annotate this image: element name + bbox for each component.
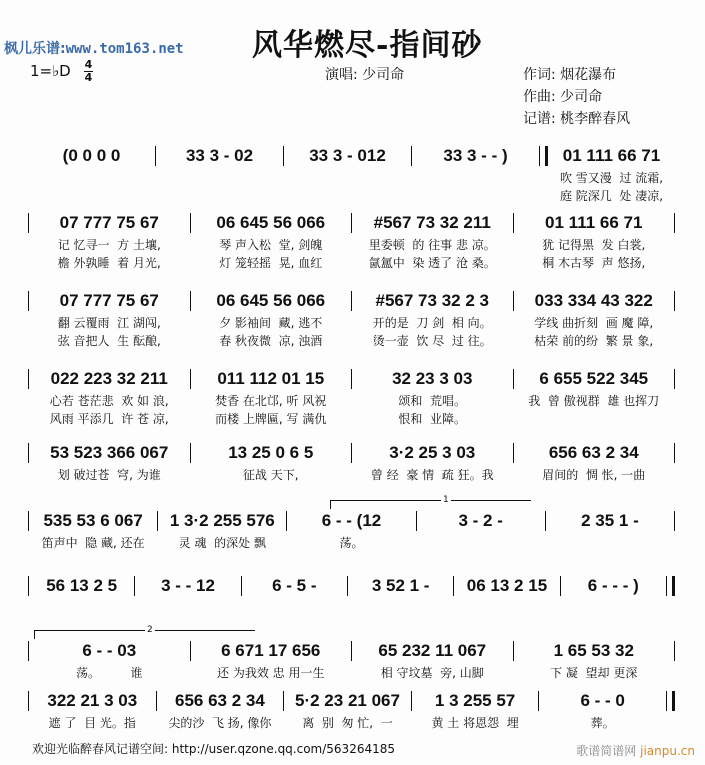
measure-notes: 3 - 2 - bbox=[458, 511, 503, 530]
measure-notes: 56 13 2 5 bbox=[46, 576, 118, 595]
repeat-start-barline bbox=[539, 146, 548, 166]
measure bbox=[29, 442, 190, 484]
lyric-line: 恨和 业障。 bbox=[398, 412, 467, 426]
measure bbox=[539, 690, 666, 732]
measure bbox=[29, 368, 190, 428]
measure-notes: 6 671 17 656 bbox=[221, 641, 321, 660]
lyric-line: 颂和 荒唱。 bbox=[398, 394, 467, 408]
watermark-en: jianpu.cn bbox=[640, 744, 695, 758]
measure-notes: 3 - - 12 bbox=[161, 576, 215, 595]
score-system bbox=[28, 145, 675, 205]
measure bbox=[514, 290, 675, 350]
measure bbox=[352, 212, 513, 272]
singer: 演唱: 少司命 bbox=[325, 67, 405, 83]
measure bbox=[135, 575, 240, 597]
lyric-line: 吹 雪又漫 过 流霜, bbox=[559, 171, 664, 185]
repeat-end-barline bbox=[666, 576, 675, 596]
lyric-line: 灯 笼轻摇 晃, 血红 bbox=[219, 256, 323, 270]
measure-notes: 13 25 0 6 5 bbox=[228, 443, 314, 462]
measure-notes: 01 111 66 71 bbox=[562, 146, 661, 165]
lyric-line: 学线 曲折刻 画 魔 障, bbox=[534, 316, 654, 330]
measure-notes: 6 - - (12 bbox=[321, 511, 382, 530]
measure bbox=[561, 575, 666, 597]
site-credit bbox=[4, 38, 184, 58]
score-system bbox=[28, 290, 675, 350]
measure bbox=[352, 442, 513, 484]
measure-notes: 3 52 1 - bbox=[371, 576, 430, 595]
measure bbox=[29, 575, 134, 597]
measure bbox=[191, 290, 352, 350]
measure-notes: 033 334 43 322 bbox=[534, 291, 653, 310]
measure-notes: 6 - - 03 bbox=[82, 641, 137, 660]
lyric-line: 风雨 平添几 许 苍 凉, bbox=[49, 412, 169, 426]
measure-notes: 06 645 56 066 bbox=[216, 291, 326, 310]
lyric-line: 下 凝 望却 更深 bbox=[550, 666, 638, 680]
score-system bbox=[28, 442, 675, 484]
measure bbox=[191, 640, 352, 682]
measure-notes: 6 - - 0 bbox=[580, 691, 625, 710]
barline bbox=[674, 291, 675, 311]
measure-notes: #567 73 32 211 bbox=[373, 213, 491, 232]
measure-notes: 33 3 - 02 bbox=[185, 146, 254, 165]
measure-notes: 53 523 366 067 bbox=[50, 443, 169, 462]
measure-notes: 07 777 75 67 bbox=[59, 213, 159, 232]
measure-notes: 656 63 2 34 bbox=[174, 691, 265, 710]
measure-notes: 322 21 3 03 bbox=[47, 691, 138, 710]
barline bbox=[674, 511, 675, 531]
measure bbox=[352, 290, 513, 350]
site-label: 枫儿乐谱: bbox=[4, 41, 66, 57]
barline bbox=[674, 641, 675, 661]
credits bbox=[523, 64, 630, 130]
lyric-line: 黄 土 将恩怨 埋 bbox=[431, 716, 519, 730]
measure-notes: 1 3·2 255 576 bbox=[169, 511, 275, 530]
measure-notes: 6 655 522 345 bbox=[539, 369, 649, 388]
score-system bbox=[28, 368, 675, 428]
lyric-line: 庭 院深几 处 凄凉, bbox=[559, 189, 664, 203]
measure-notes: 33 3 - 012 bbox=[309, 146, 386, 165]
measure bbox=[157, 690, 284, 732]
volta-bracket bbox=[330, 495, 531, 509]
lyric-line bbox=[516, 410, 673, 428]
lyric-line: 荡。 bbox=[339, 536, 364, 550]
measure bbox=[29, 640, 190, 682]
measure bbox=[242, 575, 347, 597]
measure bbox=[412, 145, 539, 167]
lyric-line: 离 别 匆 忙, 一 bbox=[302, 716, 393, 730]
volta-number: 2 bbox=[147, 625, 153, 635]
measure bbox=[348, 575, 453, 597]
measure bbox=[514, 212, 675, 272]
lyric-line: 我 曾 傲视群 雄 也挥刀 bbox=[528, 394, 660, 408]
lyricist: 作词: 烟花瀑布 bbox=[523, 67, 617, 83]
measure bbox=[412, 690, 539, 732]
measure bbox=[514, 368, 675, 428]
lyric-line bbox=[548, 534, 672, 552]
measure bbox=[287, 510, 415, 552]
measure bbox=[191, 212, 352, 272]
lyric-line: 记 忆寻一 方 土壤, bbox=[57, 238, 161, 252]
lyric-line: 里委顿 的 往事 悲 凉。 bbox=[368, 238, 496, 252]
measure bbox=[417, 510, 545, 552]
measure-notes: 3·2 25 3 03 bbox=[389, 443, 476, 462]
measure bbox=[454, 575, 559, 597]
final-barline bbox=[666, 691, 675, 711]
lyric-line: 焚香 在北邙, 听 风祝 bbox=[215, 394, 327, 408]
lyric-line: 桐 木古琴 声 悠扬, bbox=[542, 256, 646, 270]
measure bbox=[546, 510, 674, 552]
key-signature: 1=♭D bbox=[30, 62, 71, 80]
site-url[interactable]: www.tom163.net bbox=[65, 41, 184, 57]
measure-notes: (0 0 0 0 bbox=[62, 146, 121, 165]
measure-notes: 33 3 - - ) bbox=[443, 146, 508, 165]
watermark bbox=[576, 742, 695, 759]
lyric-line bbox=[419, 534, 543, 552]
measure bbox=[29, 290, 190, 350]
lyric-line: 氤氲中 染 透了 沧 桑。 bbox=[368, 256, 496, 270]
lyric-line: 心若 苍茫悲 欢 如 浪, bbox=[49, 394, 169, 408]
measure bbox=[191, 442, 352, 484]
lyric-line: 而楼 上牌匾, 写 满仇 bbox=[215, 412, 327, 426]
measure-notes: 07 777 75 67 bbox=[59, 291, 159, 310]
time-bottom: 4 bbox=[84, 71, 93, 84]
time-signature bbox=[84, 60, 93, 83]
lyric-line: 翻 云覆雨 江 湖闯, bbox=[57, 316, 161, 330]
measure-notes: 011 112 01 15 bbox=[217, 369, 325, 388]
measure bbox=[548, 145, 675, 205]
measure bbox=[158, 510, 286, 552]
measure bbox=[28, 145, 155, 167]
lyric-line: 春 秋夜微 凉, 浊酒 bbox=[219, 334, 323, 348]
measure bbox=[191, 368, 352, 428]
score-system bbox=[28, 575, 675, 597]
score-system bbox=[28, 495, 675, 552]
measure bbox=[29, 690, 156, 732]
lyric-line: 犹 记得黑 发 白裳, bbox=[542, 238, 646, 252]
lyric-line: 灵 魂 的深处 飘 bbox=[178, 536, 266, 550]
lyric-line: 枯荣 前的纷 繁 景 象, bbox=[534, 334, 654, 348]
volta-number: 1 bbox=[443, 495, 449, 505]
measure-notes: 6 - - - ) bbox=[587, 576, 639, 595]
measure bbox=[514, 442, 675, 484]
barline bbox=[674, 369, 675, 389]
measure bbox=[352, 640, 513, 682]
lyric-line: 尖的沙 飞 扬, 像你 bbox=[168, 716, 272, 730]
measure bbox=[284, 145, 411, 167]
measure-notes: 06 645 56 066 bbox=[216, 213, 326, 232]
lyric-line: 还 为我效 忠 用一生 bbox=[217, 666, 325, 680]
barline bbox=[674, 443, 675, 463]
measure bbox=[284, 690, 411, 732]
measure bbox=[514, 640, 675, 682]
lyric-line: 曾 经 豪 情 疏 狂。我 bbox=[370, 468, 494, 482]
measure-notes: 656 63 2 34 bbox=[548, 443, 639, 462]
lyric-line: 划 破过苍 穹, 为谁 bbox=[57, 468, 161, 482]
lyric-line: 眉间的 惆 怅, 一曲 bbox=[542, 468, 646, 482]
measure-notes: 535 53 6 067 bbox=[43, 511, 143, 530]
score-system bbox=[28, 625, 675, 682]
measure-notes: 6 - 5 - bbox=[272, 576, 317, 595]
lyric-line: 檐 外孰睡 着 月光, bbox=[57, 256, 161, 270]
lyric-line: 开的是 刀 剑 相 向。 bbox=[372, 316, 492, 330]
measure-notes: 32 23 3 03 bbox=[392, 369, 473, 388]
lyric-line: 弦 音把人 生 酝酿, bbox=[57, 334, 161, 348]
song-title: 风华燃尽-指间砂 bbox=[252, 28, 483, 63]
measure-notes: #567 73 32 2 3 bbox=[375, 291, 489, 310]
lyric-line: 夕 影袖间 藏, 逃不 bbox=[219, 316, 323, 330]
measure-notes: 01 111 66 71 bbox=[545, 213, 643, 232]
lyric-line: 笛声中 隐 藏, 还在 bbox=[41, 536, 145, 550]
score-system bbox=[28, 212, 675, 272]
volta-bracket bbox=[34, 625, 255, 639]
measure-notes: 022 223 32 211 bbox=[50, 369, 168, 388]
measure bbox=[352, 368, 513, 428]
time-top: 4 bbox=[84, 58, 93, 71]
lyric-line: 相 守坟墓 旁, 山脚 bbox=[380, 666, 484, 680]
measure bbox=[156, 145, 283, 167]
measure-notes: 5·2 23 21 067 bbox=[295, 691, 400, 710]
measure-notes: 65 232 11 067 bbox=[378, 641, 487, 660]
measure-notes: 1 3 255 57 bbox=[434, 691, 516, 710]
footer-text: 欢迎光临醉春风记谱空间: http://user.qzone.qq.com/563264185 bbox=[32, 742, 396, 756]
lyric-line: 葬。 bbox=[590, 716, 615, 730]
lyric-line: 烫一壶 饮 尽 过 往。 bbox=[372, 334, 492, 348]
watermark-cn: 歌谱简谱网 bbox=[576, 744, 637, 758]
measure-notes: 06 13 2 15 bbox=[466, 576, 548, 595]
lyric-line: 征战 天下, bbox=[242, 468, 299, 482]
measure-notes: 1 65 53 32 bbox=[553, 641, 634, 660]
measure bbox=[29, 510, 157, 552]
barline bbox=[674, 213, 675, 233]
composer: 作曲: 少司命 bbox=[523, 89, 603, 105]
lyric-line: 琴 声入松 堂, 剑魄 bbox=[219, 238, 323, 252]
measure-notes: 2 35 1 - bbox=[581, 511, 639, 530]
transcriber: 记谱: 桃李醉春风 bbox=[523, 111, 631, 127]
score-system bbox=[28, 690, 675, 732]
lyric-line: 荡。 谁 bbox=[75, 666, 143, 680]
lyric-line: 遮 了 目 光。指 bbox=[48, 716, 136, 730]
measure bbox=[29, 212, 190, 272]
